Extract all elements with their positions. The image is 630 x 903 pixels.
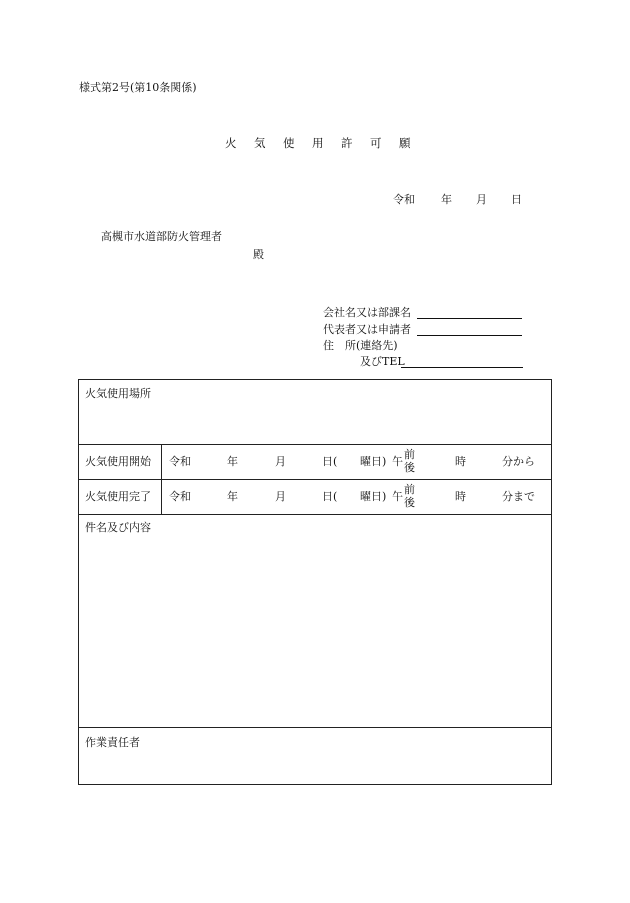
start-weekday: 曜日) — [360, 455, 387, 468]
start-am: 前 — [404, 448, 415, 461]
end-ampm-prefix: 午 — [392, 490, 403, 503]
document-title: 火気使用許可願 — [225, 136, 428, 150]
start-pm: 後 — [404, 461, 415, 474]
supervisor-label: 作業責任者 — [85, 736, 140, 749]
end-day: 日( — [322, 490, 338, 503]
table-border-top — [78, 379, 552, 380]
table-border-right — [551, 379, 552, 785]
end-minute: 分まで — [502, 490, 535, 503]
start-era: 令和 — [169, 455, 191, 468]
tel-label: 及びTEL — [360, 355, 405, 368]
subject-field[interactable] — [80, 536, 550, 724]
table-divider — [78, 514, 552, 515]
end-era: 令和 — [169, 490, 191, 503]
start-label: 火気使用開始 — [85, 455, 151, 468]
start-ampm-choice[interactable] — [404, 448, 415, 474]
date-era: 令和 — [393, 193, 415, 206]
start-year: 年 — [227, 455, 238, 468]
location-field[interactable] — [80, 400, 550, 442]
representative-label: 代表者又は申請者 — [323, 323, 411, 336]
start-minute: 分から — [502, 455, 535, 468]
end-am: 前 — [404, 483, 415, 496]
addressee-honorific: 殿 — [253, 248, 264, 261]
start-day: 日( — [322, 455, 338, 468]
end-label: 火気使用完了 — [85, 490, 151, 503]
end-weekday: 曜日) — [360, 490, 387, 503]
start-hour: 時 — [455, 455, 466, 468]
location-label: 火気使用場所 — [85, 387, 151, 400]
company-field[interactable] — [417, 307, 522, 319]
end-hour: 時 — [455, 490, 466, 503]
supervisor-field[interactable] — [80, 752, 550, 782]
company-label: 会社名又は部課名 — [323, 306, 411, 319]
date-day: 日 — [511, 193, 522, 206]
representative-field[interactable] — [417, 324, 522, 336]
table-column-divider — [161, 444, 162, 514]
date-month: 月 — [476, 193, 487, 206]
end-year: 年 — [227, 490, 238, 503]
addressee-name: 高槻市水道部防火管理者 — [101, 230, 222, 243]
subject-label: 件名及び内容 — [85, 521, 151, 534]
address-label: 住 所(連絡先) — [323, 339, 398, 352]
table-divider — [78, 444, 552, 445]
end-pm: 後 — [404, 496, 415, 509]
table-border-left — [78, 379, 79, 785]
end-ampm-choice[interactable] — [404, 483, 415, 509]
start-ampm-prefix: 午 — [392, 455, 403, 468]
table-divider — [78, 727, 552, 728]
form-number: 様式第2号(第10条関係) — [79, 81, 197, 94]
end-month: 月 — [275, 490, 286, 503]
date-year: 年 — [441, 193, 452, 206]
table-border-bottom — [78, 784, 552, 785]
start-month: 月 — [275, 455, 286, 468]
table-divider — [78, 479, 552, 480]
address-tel-field[interactable] — [401, 356, 523, 368]
